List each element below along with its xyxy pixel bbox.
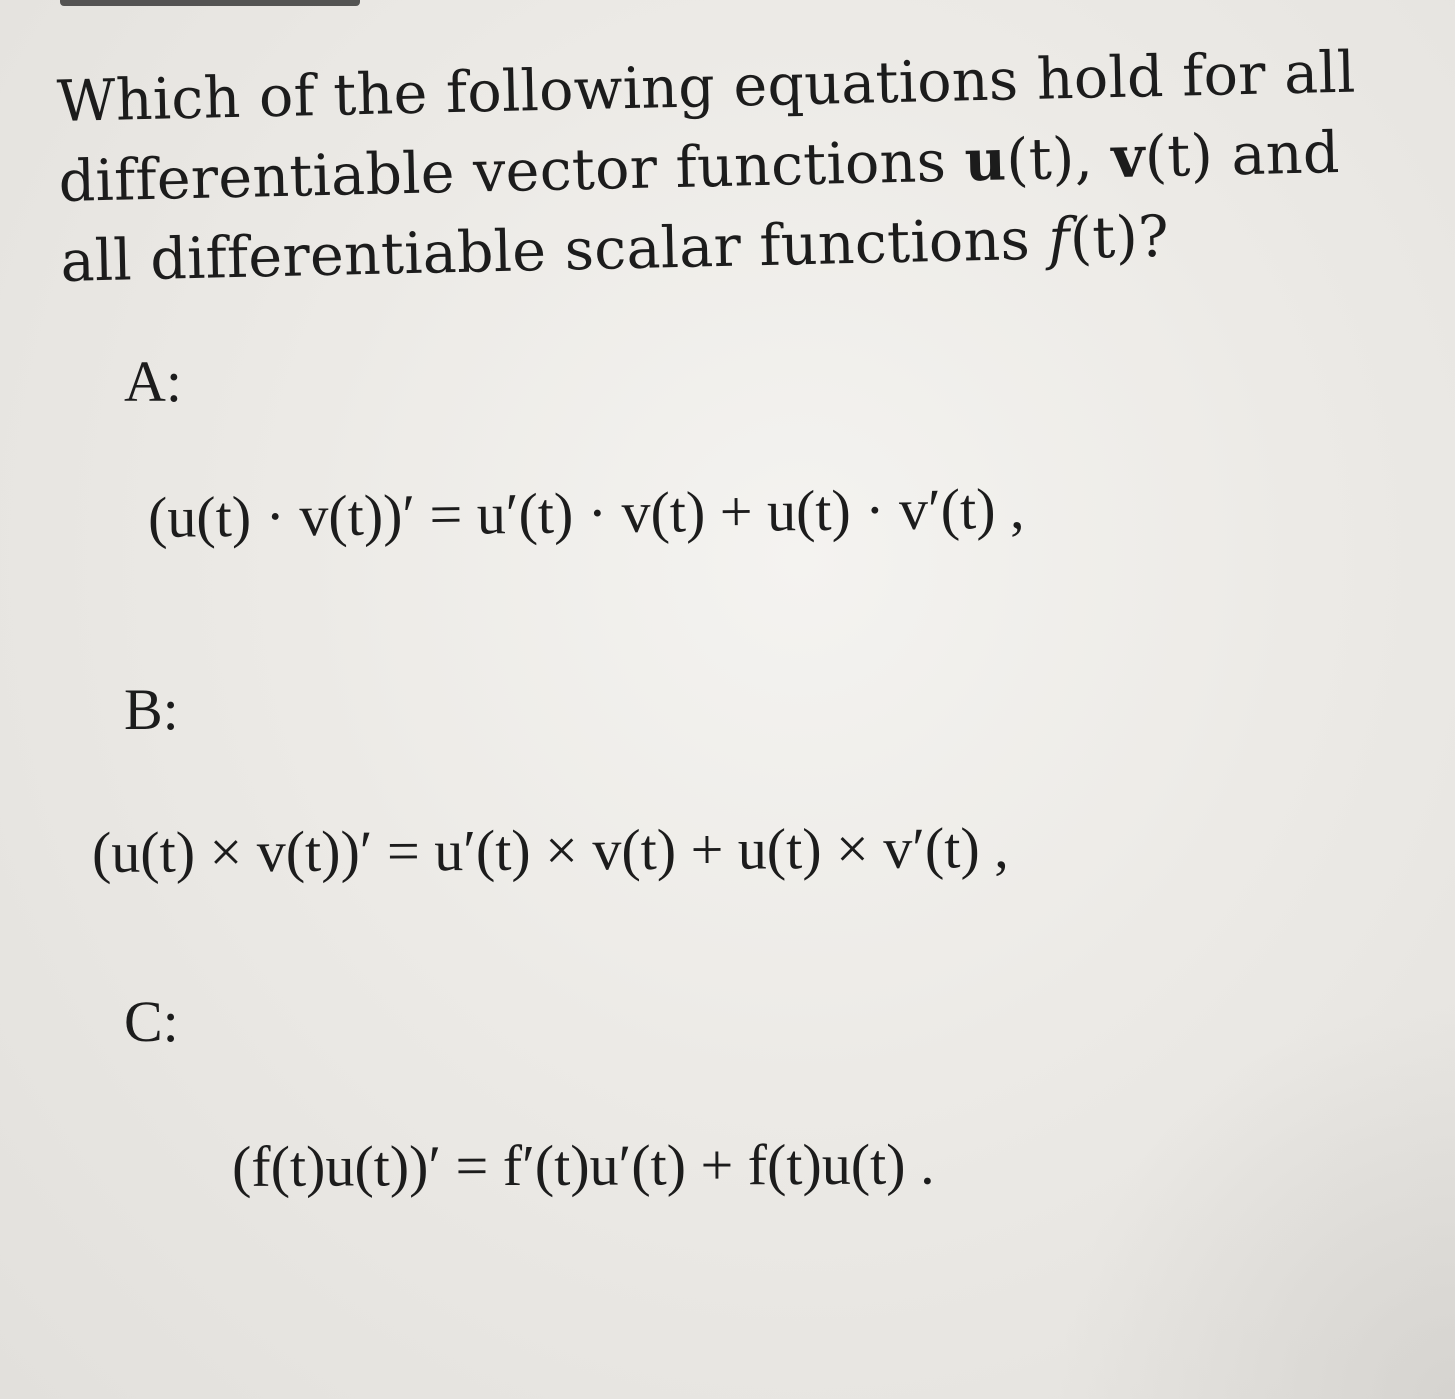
question-line-3-prefix: all differentiable scalar functions: [59, 206, 1050, 295]
option-a-equation: (u(t) · v(t))′ = u′(t) · v(t) + u(t) · v′(t) ,: [147, 475, 1025, 550]
question-line-2-prefix: differentiable vector functions: [57, 128, 966, 215]
comma-separator: ,: [1073, 125, 1113, 192]
vector-v: v: [1110, 123, 1146, 192]
question-line-2-suffix: and: [1212, 119, 1341, 189]
option-b-equation: (u(t) × v(t))′ = u′(t) × v(t) + u(t) × v′(t) ,: [91, 815, 1009, 885]
question-text: [56, 31, 1421, 302]
option-a-label: A:: [124, 349, 182, 414]
option-c-label: C:: [124, 989, 179, 1054]
scalar-f: f: [1047, 206, 1071, 273]
vector-u-arg: (t): [1005, 125, 1076, 194]
top-edge-bar: [60, 0, 360, 6]
option-c-equation: (f(t)u(t))′ = f′(t)u′(t) + f(t)u(t) .: [231, 1131, 935, 1199]
question-line-3-suffix: (t)?: [1069, 203, 1170, 273]
vector-v-arg: (t): [1144, 122, 1214, 191]
option-b-label: B:: [124, 677, 179, 742]
question-line-1: Which of the following equations hold for all: [56, 39, 1357, 135]
vector-u: u: [963, 126, 1008, 195]
lighting-shade: [1055, 999, 1455, 1399]
